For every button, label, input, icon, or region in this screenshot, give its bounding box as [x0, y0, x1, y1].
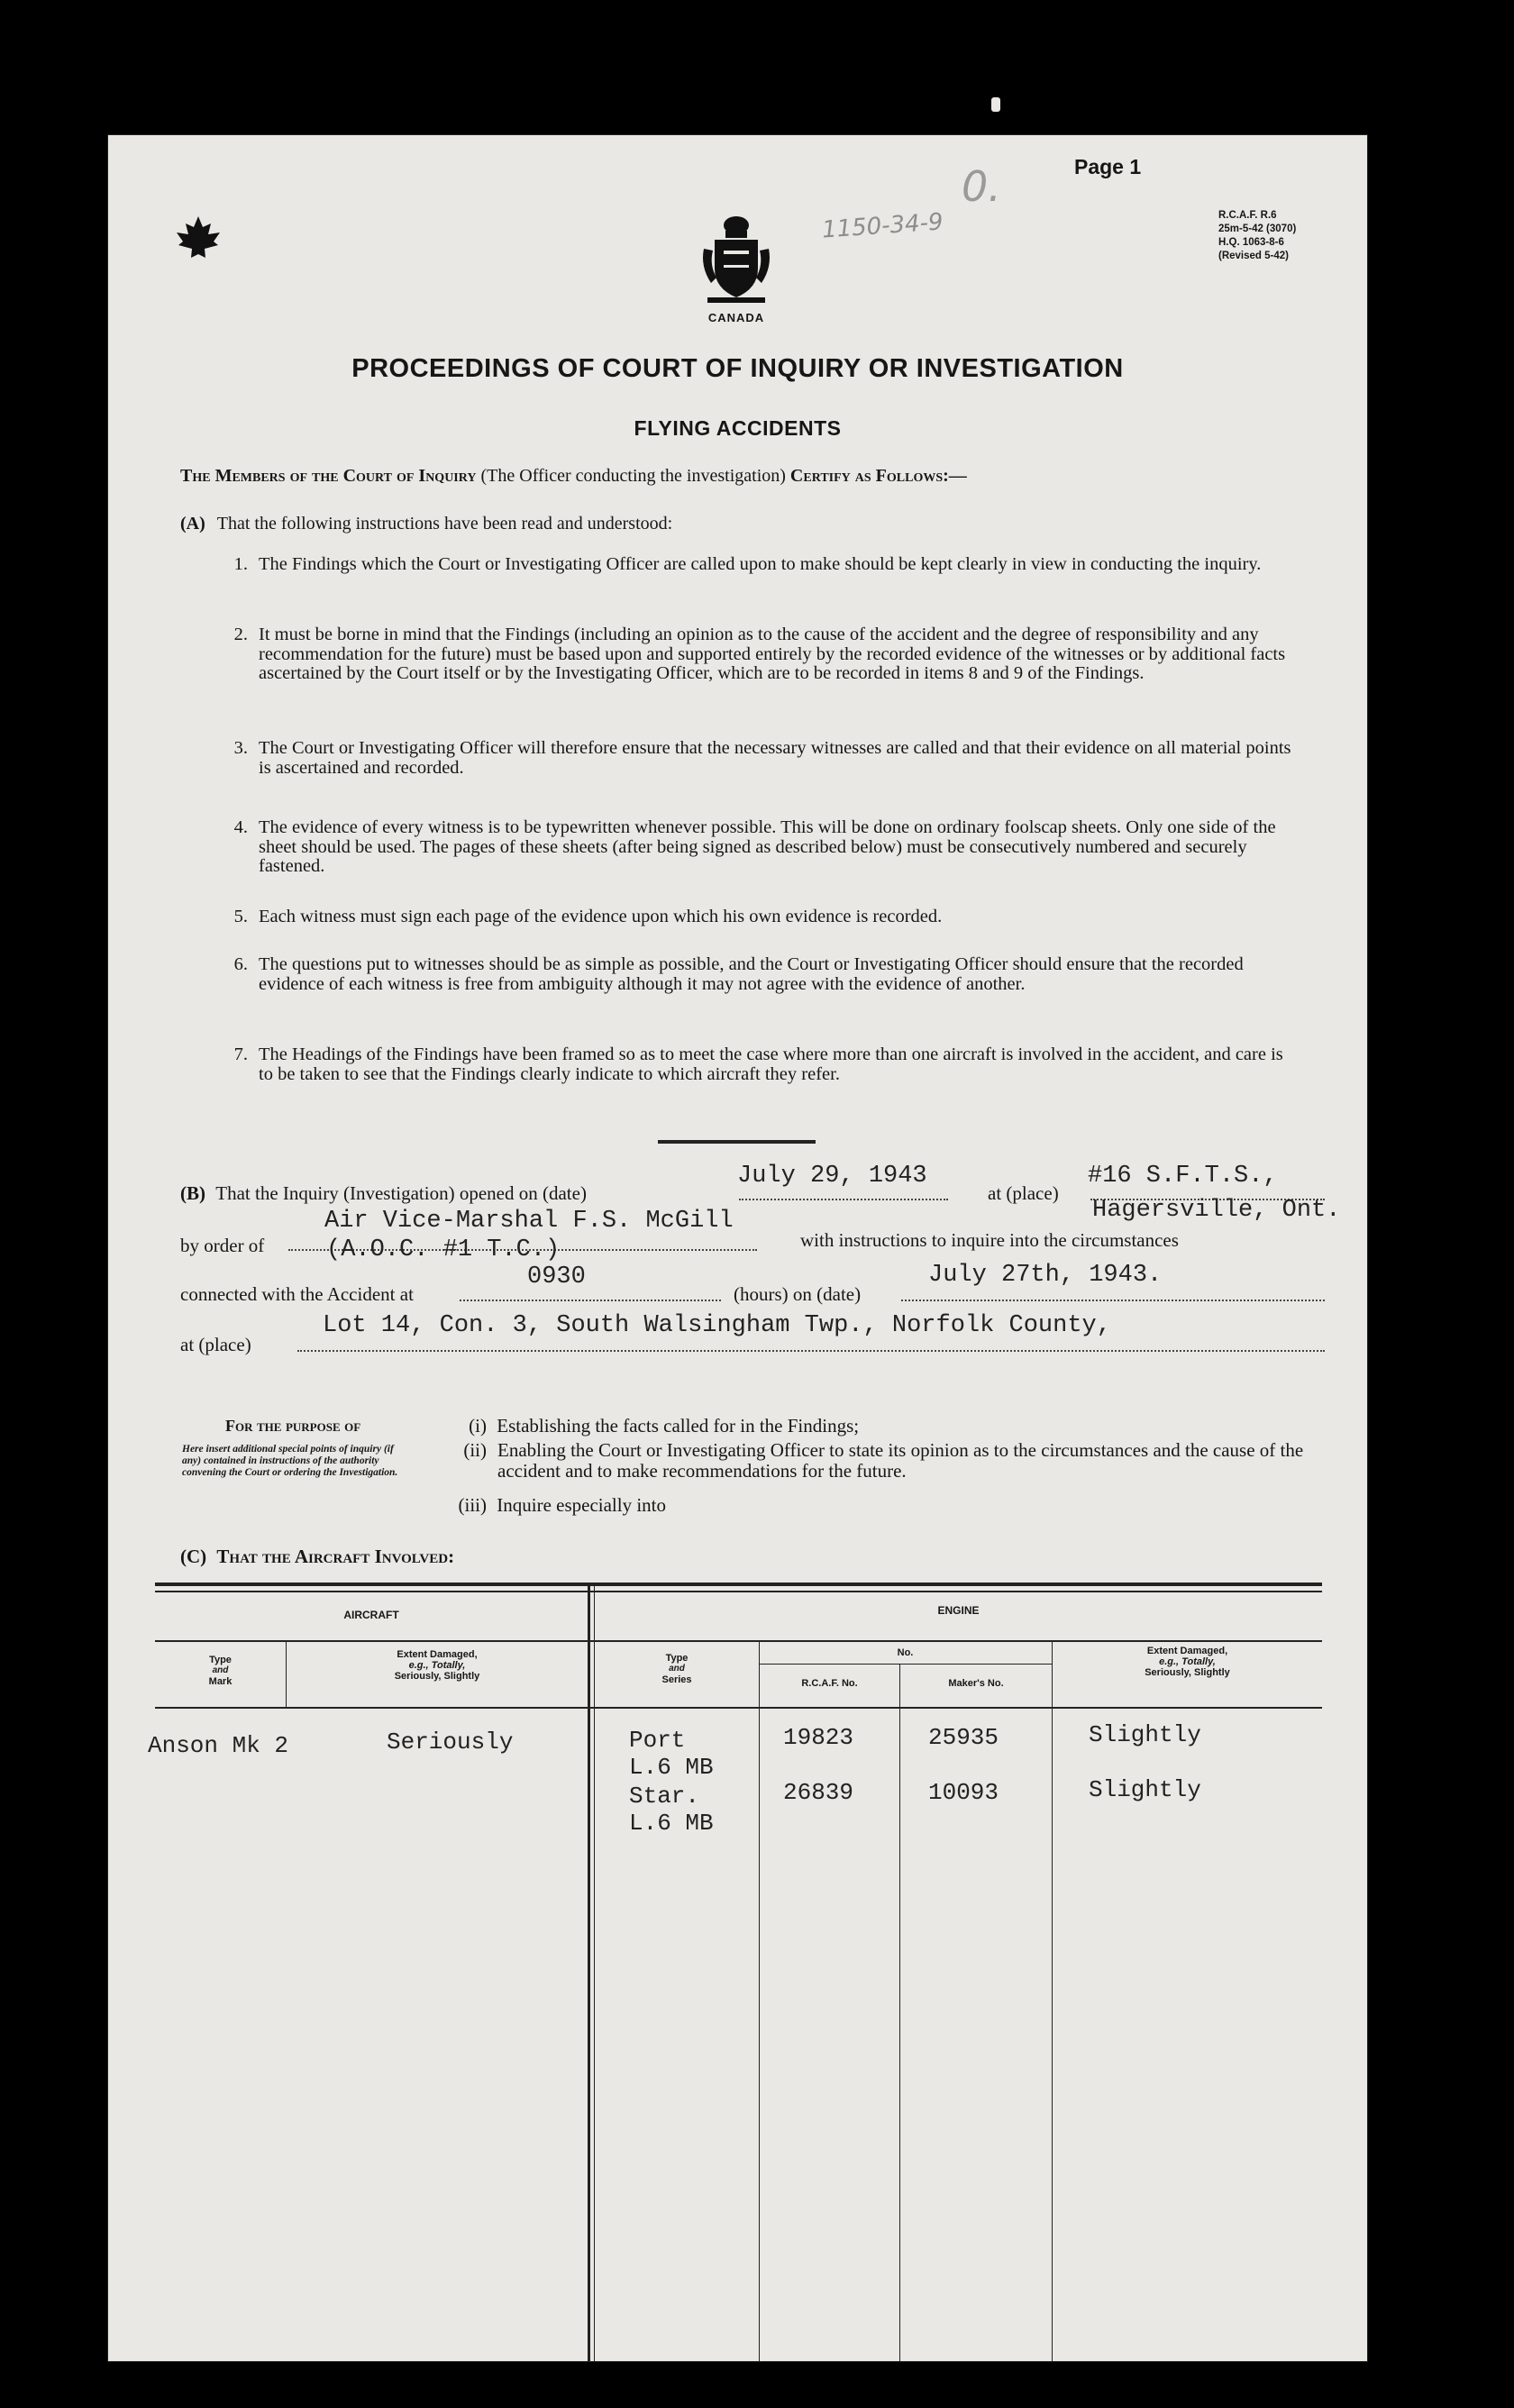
- purpose-number: (ii): [463, 1439, 487, 1461]
- instruction-text: The Court or Investigating Officer will therefore ensure that the necessary witnesses are called and that their evidence on all material points is ascertained and recorded.: [259, 738, 1291, 778]
- instruction-text: The questions put to witnesses should be as simple as possible, and the Court or Investigating Officer should ensure that the recorded evidence of each witness is free from ambiguity although it may not agree with the evidence of another.: [259, 954, 1244, 994]
- purpose-item: [451, 1415, 1352, 1437]
- page-title: PROCEEDINGS OF COURT OF INQUIRY OR INVESTIGATION: [351, 354, 1124, 383]
- instruction-number: 4.: [233, 817, 248, 837]
- section-b-label: (B): [180, 1182, 205, 1204]
- purpose-number: (iii): [458, 1494, 487, 1516]
- table-top-rule: [155, 1583, 1322, 1586]
- handwritten-circle-mark: 0.: [962, 162, 1001, 211]
- accident-place-value: Lot 14, Con. 3, South Walsingham Twp., Norfolk County,: [323, 1312, 1111, 1339]
- certify-members: The Members of the Court of Inquiry: [180, 466, 477, 486]
- engine-series-cell: L.6 MB: [629, 1810, 714, 1837]
- purpose-label: For the purpose of: [225, 1417, 361, 1435]
- col-type-mark-line: and: [212, 1665, 229, 1675]
- col-type-series-line: and: [669, 1664, 685, 1674]
- col-extent: [287, 1649, 588, 1682]
- purpose-number: (i): [469, 1415, 487, 1437]
- col-extent-line: Seriously, Slightly: [394, 1671, 480, 1682]
- section-c-label: (C): [180, 1546, 207, 1567]
- hours-label: (hours) on (date): [734, 1283, 862, 1305]
- aircraft-type-cell: Anson Mk 2: [148, 1732, 289, 1759]
- order-value-2: (A.O.C. #1 T.C.): [326, 1236, 561, 1263]
- canada-crest-icon: [698, 213, 774, 312]
- col-type-series-line: Series: [661, 1674, 692, 1685]
- col-divider-main: [588, 1583, 590, 2361]
- engine-maker-cell: 10093: [928, 1779, 999, 1806]
- instruction-number: 6.: [233, 954, 248, 974]
- section-c: [180, 1546, 454, 1568]
- order-value-1: Air Vice-Marshal F.S. McGill: [324, 1208, 734, 1235]
- purpose-item: [451, 1494, 666, 1517]
- accident-time-line: [460, 1300, 721, 1301]
- at-place-label: at (place): [180, 1334, 251, 1355]
- instruction-text: The Findings which the Court or Investigating Officer are called upon to make should be kept clearly in view in conducting the inquiry.: [259, 554, 1262, 574]
- instruction-number: 2.: [233, 625, 248, 644]
- place-label: at (place): [988, 1182, 1059, 1204]
- col-engine-extent-line: Extent Damaged,: [1146, 1646, 1228, 1656]
- engine-rcaf-cell: 19823: [783, 1724, 854, 1751]
- col-type-series: [595, 1653, 759, 1685]
- instruction-text: It must be borne in mind that the Findings (including an opinion as to the cause of the accident and the degree of responsibility and any recommendation for the future) must be based upon and supported entirely by the recorded evidence of the witnesses or by additional facts ascertained by the Court itself or by the Investigating Officer, which are to be recorded in items 8 and 9 of the Findings.: [259, 625, 1286, 683]
- col-type-mark: [155, 1655, 286, 1687]
- place-value-2: Hagersville, Ont.: [1092, 1197, 1341, 1224]
- instruction-text: Each witness must sign each page of the evidence upon which his own evidence is recorded.: [259, 907, 943, 926]
- order-label: by order of: [180, 1235, 265, 1256]
- opened-date-value: July 29, 1943: [737, 1163, 927, 1190]
- col-divider-main-2: [594, 1583, 595, 2361]
- accident-time-value: 0930: [527, 1263, 586, 1291]
- engine-header: ENGINE: [937, 1604, 980, 1617]
- col-extent-line: e.g., Totally,: [408, 1660, 466, 1671]
- maple-leaf-icon: [175, 214, 222, 261]
- opened-label: That the Inquiry (Investigation) opened on (date): [215, 1182, 587, 1204]
- form-code: H.Q. 1063-8-6: [1218, 237, 1284, 248]
- form-code: R.C.A.F. R.6: [1218, 210, 1277, 221]
- section-c-text: That the Aircraft Involved:: [216, 1546, 455, 1567]
- opened-date-line: [739, 1199, 948, 1200]
- col-engine-extent-line: Seriously, Slightly: [1145, 1667, 1230, 1678]
- instructions-label: with instructions to inquire into the circumstances: [800, 1229, 1179, 1251]
- purpose-text: Enabling the Court or Investigating Officer to state its opinion as to the circumstances and the cause of the accident and to make recommendations for the future.: [497, 1439, 1304, 1482]
- col-rcaf: R.C.A.F. No.: [801, 1678, 858, 1689]
- instruction-text: The Headings of the Findings have been framed so as to meet the case where more than one aircraft is involved in the accident, and care is to be taken to see that the Findings clearly indicate to which aircraft they refer.: [259, 1044, 1283, 1084]
- col-extent-line: Extent Damaged,: [397, 1649, 478, 1660]
- crest-label: CANADA: [707, 311, 765, 324]
- col-type-series-line: Type: [665, 1653, 689, 1664]
- form-code: (Revised 5-42): [1218, 251, 1289, 261]
- col-divider: [899, 1664, 900, 2361]
- accident-date-value: July 27th, 1943.: [928, 1262, 1163, 1289]
- document-page: [108, 135, 1367, 2361]
- table-top-rule-2: [155, 1591, 1322, 1592]
- aircraft-table: [148, 1583, 1322, 2361]
- purpose-text: Establishing the facts called for in the Findings;: [497, 1415, 860, 1437]
- form-codes: [1218, 209, 1345, 263]
- certify-officer: (The Officer conducting the investigation): [480, 466, 786, 486]
- accident-date-line: [901, 1300, 1325, 1301]
- col-type-mark-line: Type: [209, 1655, 232, 1665]
- engine-damage-cell: Slightly: [1089, 1721, 1201, 1748]
- purpose-text: Inquire especially into: [497, 1494, 667, 1516]
- section-divider: [658, 1140, 816, 1144]
- section-a: [180, 514, 672, 534]
- instruction-number: 3.: [233, 738, 248, 758]
- engine-damage-cell: Slightly: [1089, 1776, 1201, 1803]
- col-divider: [1052, 1640, 1053, 2361]
- header-rule-bottom: [155, 1707, 1322, 1709]
- section-b-opened: [180, 1182, 587, 1205]
- col-no: No.: [897, 1647, 914, 1658]
- connected-label: connected with the Accident at: [180, 1283, 414, 1305]
- instruction-number: 7.: [233, 1044, 248, 1064]
- col-engine-extent: [1053, 1646, 1322, 1678]
- certify-follows: Certify as Follows:—: [789, 466, 967, 486]
- engine-series-cell: L.6 MB: [629, 1754, 714, 1781]
- col-makers: Maker's No.: [948, 1678, 1004, 1689]
- section-a-label: (A): [180, 514, 205, 534]
- form-code: 25m-5-42 (3070): [1218, 223, 1297, 234]
- accident-place-line: [297, 1350, 1325, 1352]
- col-type-mark-line: Mark: [208, 1676, 233, 1687]
- place-value-1: #16 S.F.T.S.,: [1088, 1163, 1278, 1190]
- instruction-number: 1.: [233, 554, 248, 574]
- engine-type-cell: Star.: [629, 1783, 700, 1810]
- scan-mark: [991, 97, 1000, 112]
- header-rule: [155, 1640, 1322, 1642]
- certify-statement: [180, 466, 1352, 486]
- engine-rcaf-cell: 26839: [783, 1779, 854, 1806]
- engine-type-cell: Port: [629, 1727, 686, 1754]
- engine-no-rule: [759, 1664, 1052, 1665]
- section-a-text: That the following instructions have been read and understood:: [216, 514, 673, 534]
- col-engine-extent-line: e.g., Totally,: [1159, 1656, 1216, 1667]
- handwritten-reference: 1150-34-9: [821, 208, 944, 244]
- page-number: Page 1: [1074, 155, 1142, 178]
- engine-maker-cell: 25935: [928, 1724, 999, 1751]
- col-divider: [759, 1640, 760, 2361]
- instruction-text: The evidence of every witness is to be typewritten whenever possible. This will be done on ordinary foolscap sheets. Only one side of the sheet should be used. The pages of these sheets (after being signed as described below) must be consecutively numbered and securely fastened.: [259, 817, 1276, 876]
- instruction-number: 5.: [233, 907, 248, 926]
- aircraft-damage-cell: Seriously: [387, 1728, 514, 1756]
- aircraft-header: AIRCRAFT: [343, 1609, 399, 1621]
- page-subtitle: FLYING ACCIDENTS: [634, 416, 842, 440]
- purpose-note: Here insert additional special points of inquiry (if any) contained in instructions of the authority convening the Court or ordering the Investigation.: [182, 1444, 398, 1478]
